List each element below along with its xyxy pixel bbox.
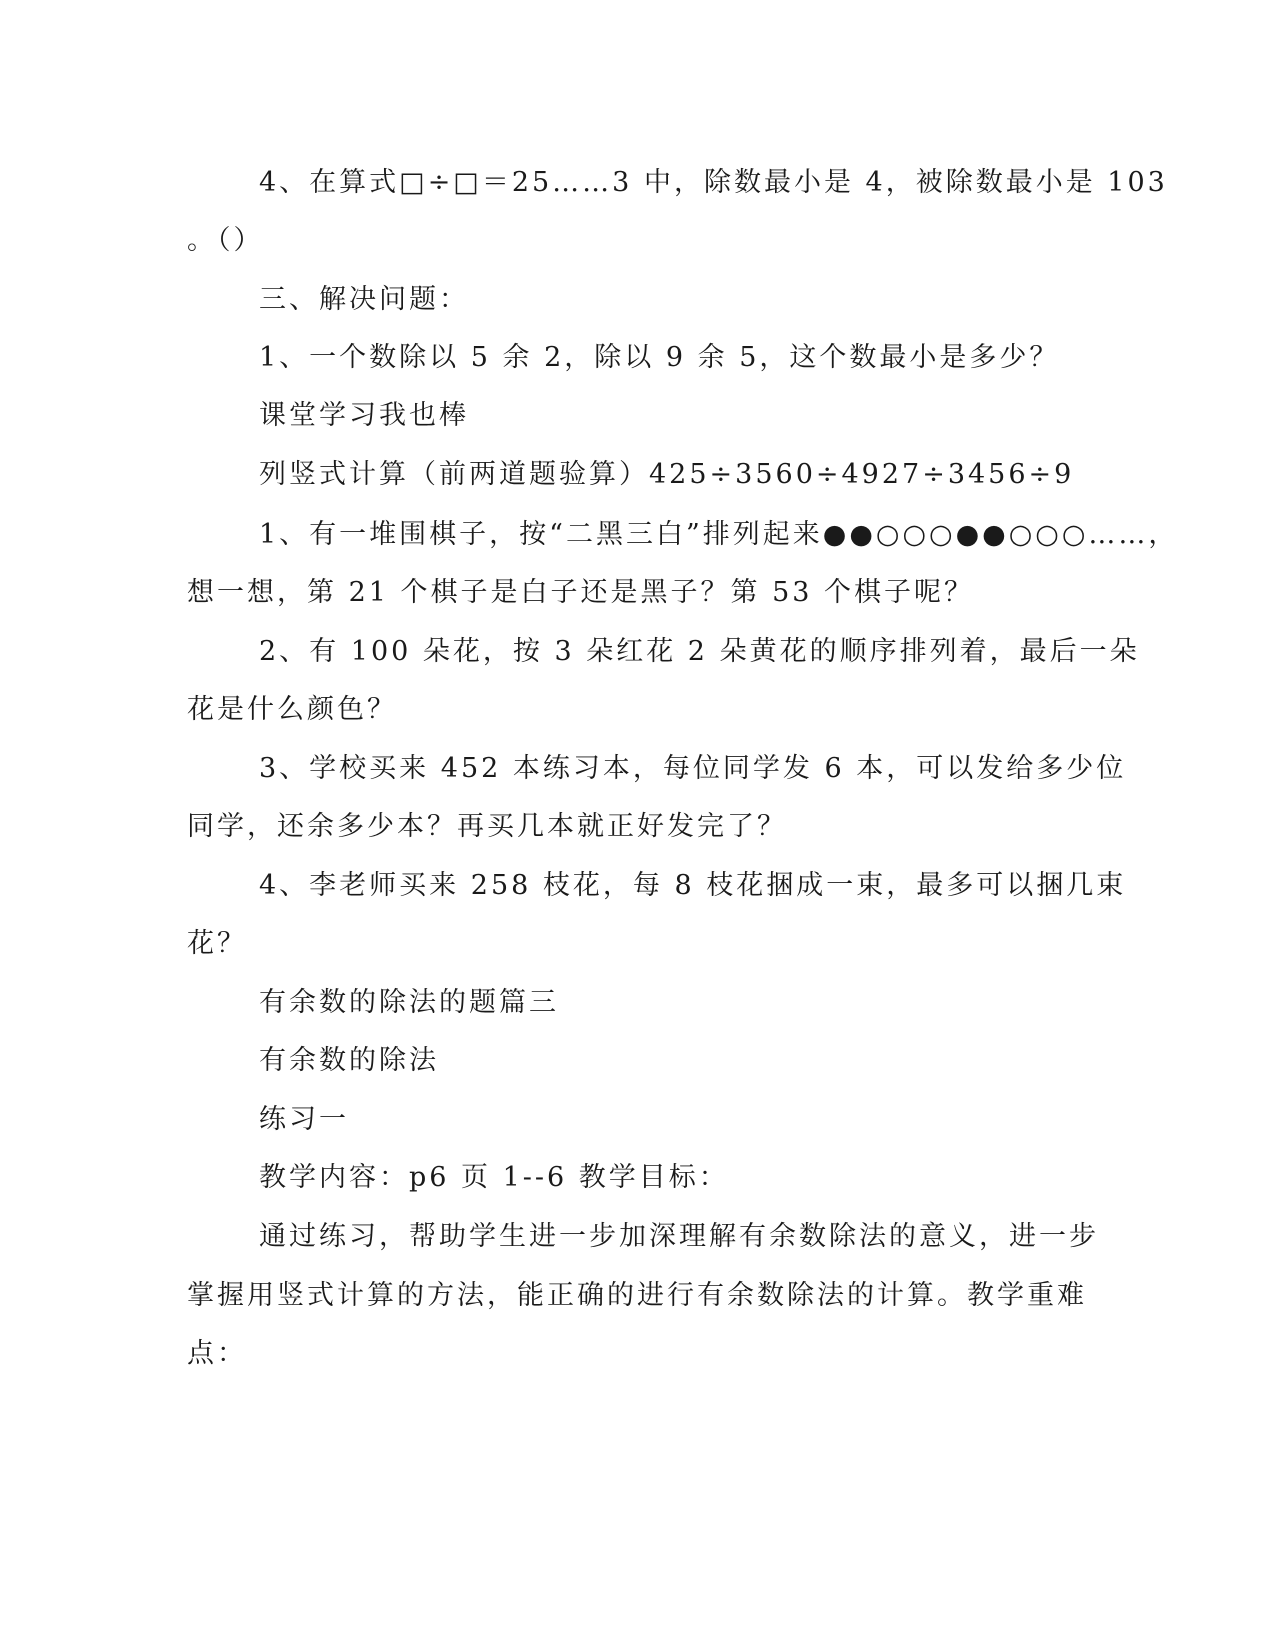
section-heading-solve-problems: 三、解决问题： [259, 284, 469, 315]
paragraph-line-bouquets: 4、李老师买来 258 枝花，每 8 枝花捆成一束，最多可以捆几束 [259, 870, 1127, 901]
paragraph-line-go-stones-cont: 想一想，第 21 个棋子是白子还是黑子？第 53 个棋子呢？ [187, 577, 975, 608]
paragraph-line-notebooks: 3、学校买来 452 本练习本，每位同学发 6 本，可以发给多少位 [259, 753, 1127, 784]
paragraph-line-flowers: 2、有 100 朵花，按 3 朵红花 2 朵黄花的顺序排列着，最后一朵 [259, 636, 1140, 667]
paragraph-line-teaching-content: 教学内容：p6 页 1--6 教学目标： [259, 1162, 729, 1193]
paragraph-line-notebooks-cont: 同学，还余多少本？再买几本就正好发完了？ [187, 811, 787, 842]
paragraph-line-bouquets-cont: 花？ [187, 928, 247, 959]
paragraph-line-problem-1: 1、一个数除以 5 余 2，除以 9 余 5，这个数最小是多少？ [259, 342, 1060, 373]
paragraph-line-q4: 4、在算式□÷□＝25……3 中，除数最小是 4，被除数最小是 103 [259, 167, 1168, 198]
paragraph-line-go-stones: 1、有一堆围棋子，按“二黑三白”排列起来●●○○○●●○○○……， [259, 519, 1179, 550]
paragraph-line-flowers-cont: 花是什么颜色？ [187, 694, 397, 725]
paragraph-line-key-points: 点： [187, 1338, 247, 1369]
paragraph-line-vertical-calc: 列竖式计算（前两道题验算）425÷3560÷4927÷3456÷9 [259, 459, 1075, 490]
section-heading-part-three: 有余数的除法的题篇三 [259, 987, 559, 1018]
paragraph-line-objectives-cont: 掌握用竖式计算的方法，能正确的进行有余数除法的计算。教学重难 [187, 1280, 1087, 1311]
section-heading-exercise-one: 练习一 [259, 1104, 349, 1135]
section-heading-division: 有余数的除法 [259, 1045, 439, 1076]
paragraph-line-objectives: 通过练习，帮助学生进一步加深理解有余数除法的意义，进一步 [259, 1221, 1099, 1252]
section-heading-classroom: 课堂学习我也棒 [259, 400, 469, 431]
paragraph-line-q4-cont: 。（） [187, 225, 264, 256]
